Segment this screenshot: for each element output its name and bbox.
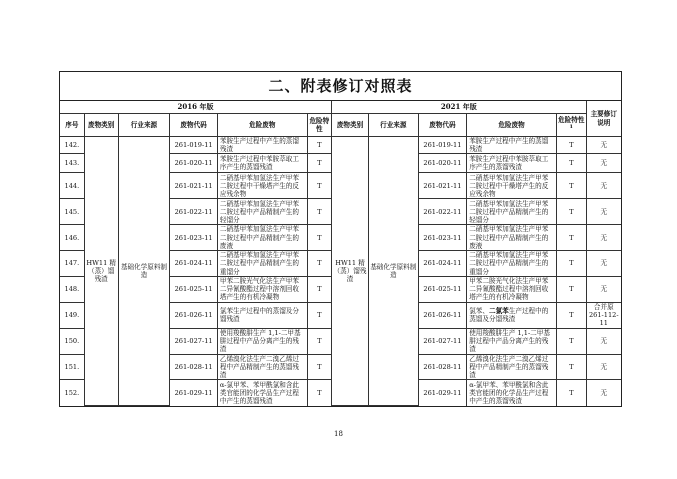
year-2016-header: 2016 年版 [60, 101, 332, 114]
code-new-cell: 261-021-11 [418, 173, 467, 199]
seq-cell: 151. [60, 354, 84, 380]
hazard-cell: 二硝基甲苯加氢法生产甲苯二胺过程中产品精制产生的重馏分 [217, 251, 307, 277]
code-new-cell: 261-023-11 [418, 225, 467, 251]
seq-cell: 148. [60, 276, 84, 302]
property-new-cell: T [556, 173, 586, 199]
hazard-new-cell: 氯苯、二氯苯生产过程中的蒸馏及分馏残渣 [467, 302, 557, 328]
remark-cell: 合并原261-112-11 [586, 302, 621, 328]
revision-table [60, 101, 621, 406]
hazard-header: 危险废物 [217, 114, 307, 137]
code-new-cell: 261-027-11 [418, 328, 467, 354]
property-cell: T [307, 137, 331, 154]
hazard-new-cell: 二硝基甲苯加氢法生产甲苯二胺过程中产品精制产生的轻馏分 [467, 199, 557, 225]
property-cell: T [307, 276, 331, 302]
property-cell: T [307, 251, 331, 277]
property-cell: T [307, 380, 331, 406]
seq-cell: 142. [60, 137, 84, 154]
page-number: 18 [334, 430, 343, 438]
code-header: 废物代码 [170, 114, 218, 137]
seq-cell: 143. [60, 154, 84, 173]
property-cell: T [307, 302, 331, 328]
remark-cell: 无 [586, 199, 621, 225]
code-cell: 261-019-11 [170, 137, 218, 154]
seq-cell: 145. [60, 199, 84, 225]
remark-cell: 无 [586, 137, 621, 154]
code-cell: 261-024-11 [170, 251, 218, 277]
industry-header: 行业来源 [118, 114, 170, 137]
property-cell: T [307, 328, 331, 354]
remark-cell: 无 [586, 251, 621, 277]
remark-cell: 无 [586, 154, 621, 173]
property-new-cell: T [556, 380, 586, 406]
code-new-cell: 261-019-11 [418, 137, 467, 154]
category-new-cell: HW11 精（蒸）馏残渣 [332, 137, 369, 406]
hazard-cell: 乙烯溴化法生产二溴乙烯过程中产品精制产生的蒸馏残渣 [217, 354, 307, 380]
hazard-cell: 二硝基甲苯加氢法生产甲苯二胺过程中干燥塔产生的反应残余物 [217, 173, 307, 199]
remark-cell: 无 [586, 354, 621, 380]
property-new-cell: T [556, 354, 586, 380]
category-cell: HW11 精（蒸）馏残渣 [84, 137, 118, 406]
hazard-cell: 使用羧酸肼生产 1,1-二甲基肼过程中产品分离产生的残渣 [217, 328, 307, 354]
code-cell: 261-025-11 [170, 276, 218, 302]
hazard-cell: α-氯甲苯、苯甲酰氯和含此类官能团的化学品生产过程中产生的蒸馏残渣 [217, 380, 307, 406]
hazard-cell: 二硝基甲苯加氢法生产甲苯二胺过程中产品精制产生的轻馏分 [217, 199, 307, 225]
property-cell: T [307, 354, 331, 380]
code-cell: 261-028-11 [170, 354, 218, 380]
remark-cell: 无 [586, 380, 621, 406]
property-new-header: 危险特性$^1$ [556, 114, 586, 137]
industry-cell: 基础化学原料制造 [118, 137, 170, 406]
seq-cell: 144. [60, 173, 84, 199]
seq-header: 序号 [60, 114, 84, 137]
property-header: 危险特性 [307, 114, 331, 137]
hazard-new-cell: 二硝基甲苯加氢法生产甲苯二胺过程中干燥塔产生的反应残余物 [467, 173, 557, 199]
seq-cell: 147. [60, 251, 84, 277]
seq-cell: 146. [60, 225, 84, 251]
property-cell: T [307, 154, 331, 173]
hazard-new-cell: 二硝基甲苯加氢法生产甲苯二胺过程中产品精制产生的废液 [467, 225, 557, 251]
property-cell: T [307, 225, 331, 251]
code-new-cell: 261-026-11 [418, 302, 467, 328]
hazard-new-header: 危险废物 [467, 114, 557, 137]
code-cell: 261-027-11 [170, 328, 218, 354]
hazard-cell: 氯苯生产过程中的蒸馏及分馏残渣 [217, 302, 307, 328]
hazard-new-cell: 甲苯二胺光气化法生产甲苯二异氰酸酯过程中溶剂回收塔产生的有机冷凝物 [467, 276, 557, 302]
code-new-cell: 261-020-11 [418, 154, 467, 173]
property-cell: T [307, 199, 331, 225]
hazard-new-cell: 二硝基甲苯加氢法生产甲苯二胺过程中产品精制产生的重馏分 [467, 251, 557, 277]
code-new-cell: 261-025-11 [418, 276, 467, 302]
remark-header: 主要修订说明 [586, 101, 621, 137]
hazard-cell: 苯胺生产过程中苯胺萃取工序产生的蒸馏残渣 [217, 154, 307, 173]
category-header: 废物类别 [84, 114, 118, 137]
property-new-cell: T [556, 154, 586, 173]
code-cell: 261-020-11 [170, 154, 218, 173]
category-new-header: 废物类别 [332, 114, 369, 137]
page-title: 二、附表修订对照表 [60, 72, 621, 101]
code-cell: 261-021-11 [170, 173, 218, 199]
hazard-cell: 苯胺生产过程中产生的蒸馏残渣 [217, 137, 307, 154]
hazard-new-cell: 苯胺生产过程中产生的蒸馏残渣 [467, 137, 557, 154]
industry-new-cell: 基础化学原料制造 [368, 137, 418, 406]
remark-cell: 无 [586, 225, 621, 251]
hazard-cell: 甲苯二胺光气化法生产甲苯二异氰酸酯过程中溶剂回收塔产生的有机冷凝物 [217, 276, 307, 302]
bold-insert: 二氯苯 [488, 307, 509, 316]
hazard-new-cell: α-氯甲苯、苯甲酰氯和含此类官能团的化学品生产过程中产生的蒸馏残渣 [467, 380, 557, 406]
remark-cell: 无 [586, 173, 621, 199]
code-new-header: 废物代码 [418, 114, 467, 137]
seq-cell: 152. [60, 380, 84, 406]
code-cell: 261-022-11 [170, 199, 218, 225]
hazard-cell: 二硝基甲苯加氢法生产甲苯二胺过程中产品精制产生的废液 [217, 225, 307, 251]
property-new-cell: T [556, 251, 586, 277]
code-cell: 261-026-11 [170, 302, 218, 328]
seq-cell: 149. [60, 302, 84, 328]
property-cell: T [307, 173, 331, 199]
property-new-cell: T [556, 302, 586, 328]
remark-cell: 无 [586, 276, 621, 302]
seq-cell: 150. [60, 328, 84, 354]
hazard-new-cell: 苯胺生产过程中苯胺萃取工序产生的蒸馏残渣 [467, 154, 557, 173]
revision-table-frame [59, 71, 622, 407]
property-new-cell: T [556, 276, 586, 302]
code-new-cell: 261-022-11 [418, 199, 467, 225]
property-new-cell: T [556, 199, 586, 225]
table-row [60, 137, 621, 154]
property-new-cell: T [556, 328, 586, 354]
hazard-new-cell: 乙烯溴化法生产二溴乙烯过程中产品精制产生的蒸馏残渣 [467, 354, 557, 380]
remark-cell: 无 [586, 328, 621, 354]
industry-new-header: 行业来源 [368, 114, 418, 137]
code-cell: 261-023-11 [170, 225, 218, 251]
property-new-cell: T [556, 225, 586, 251]
year-2021-header: 2021 年版 [332, 101, 587, 114]
hazard-new-cell: 使用羧酸肼生产 1,1-二甲基肼过程中产品分离产生的残渣 [467, 328, 557, 354]
code-new-cell: 261-028-11 [418, 354, 467, 380]
code-new-cell: 261-024-11 [418, 251, 467, 277]
code-cell: 261-029-11 [170, 380, 218, 406]
property-new-cell: T [556, 137, 586, 154]
code-new-cell: 261-029-11 [418, 380, 467, 406]
